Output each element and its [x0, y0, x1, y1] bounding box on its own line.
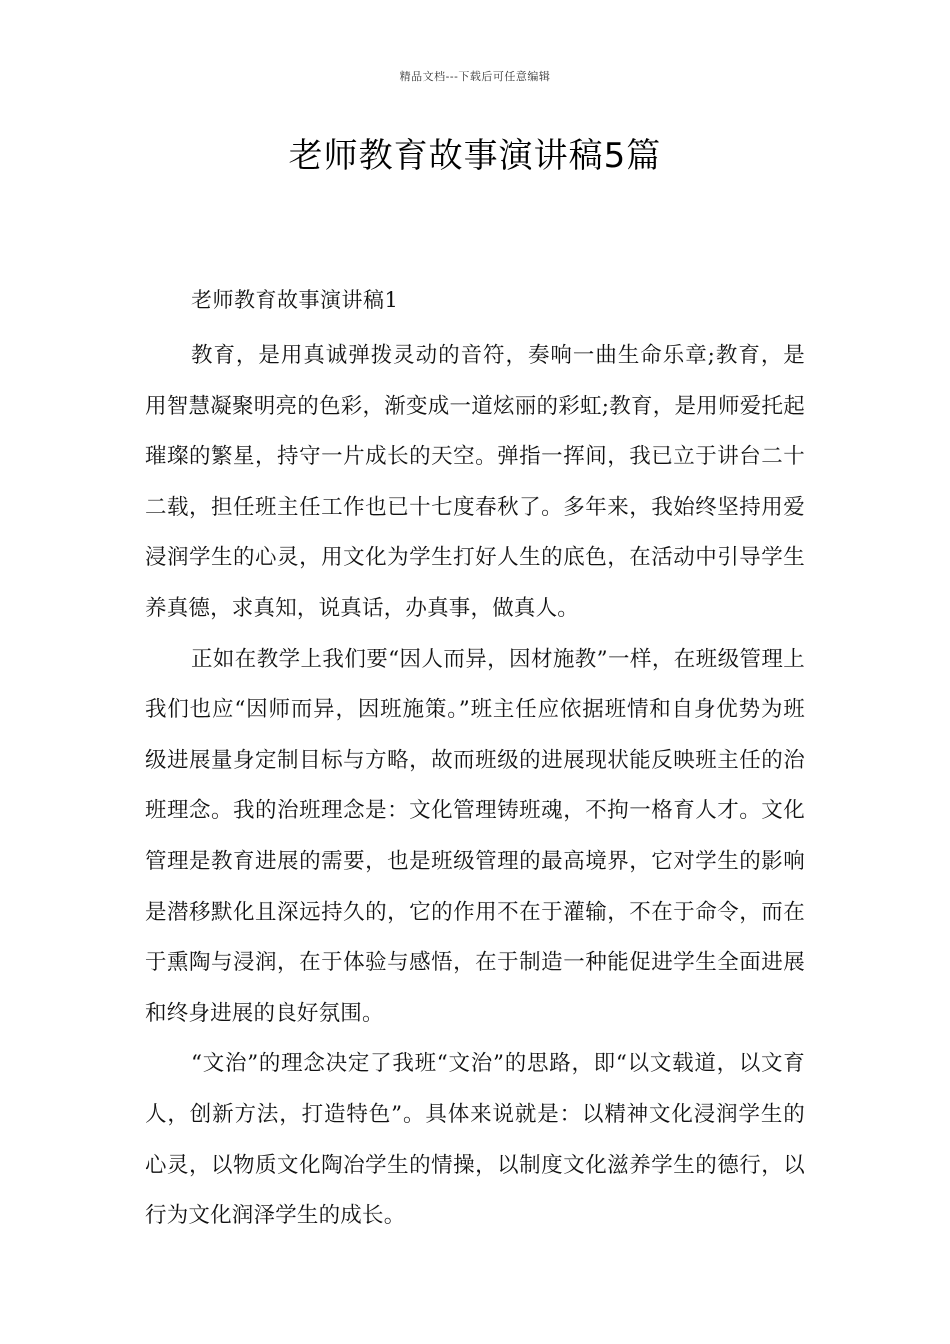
header-note: 精品文档---下载后可任意编辑: [399, 70, 551, 83]
section-heading: 老师教育故事演讲稿1: [191, 288, 399, 312]
document-body: [145, 282, 805, 1242]
paragraph: 正如在教学上我们要“因人而异，因材施教”一样，在班级管理上我们也应“因师而异，因班施策。”班主任应依据班情和自身优势为班级进展量身定制目标与方略，故而班级的进展现状能反映班主任的治班理念。我的治班理念是：文化管理铸班魂，不拘一格育人才。文化管理是教育进展的需要，也是班级管理的最高境界，它对学生的影响是潜移默化且深远持久的，它的作用不在于灌输，不在于命令，而在于熏陶与浸润，在于体验与感悟，在于制造一种能促进学生全面进展和终身进展的良好氛围。: [145, 646, 805, 1026]
paragraph: “文治”的理念决定了我班“文治”的思路，即“以文载道，以文育人，创新方法，打造特色”。具体来说就是：以精神文化浸润学生的心灵，以物质文化陶冶学生的情操，以制度文化滋养学生的德行，以行为文化润泽学生的成长。: [145, 1051, 805, 1229]
document-title: 老师教育故事演讲稿5篇: [288, 136, 662, 176]
paragraph: 教育，是用真诚弹拨灵动的音符，奏响一曲生命乐章;教育，是用智慧凝聚明亮的色彩，渐变成一道炫丽的彩虹;教育，是用师爱托起璀璨的繁星，持守一片成长的天空。弹指一挥间，我已立于讲台二十二载，担任班主任工作也已十七度春秋了。多年来，我始终坚持用爱浸润学生的心灵，用文化为学生打好人生的底色，在活动中引导学生养真德，求真知，说真话，办真事，做真人。: [145, 343, 805, 621]
